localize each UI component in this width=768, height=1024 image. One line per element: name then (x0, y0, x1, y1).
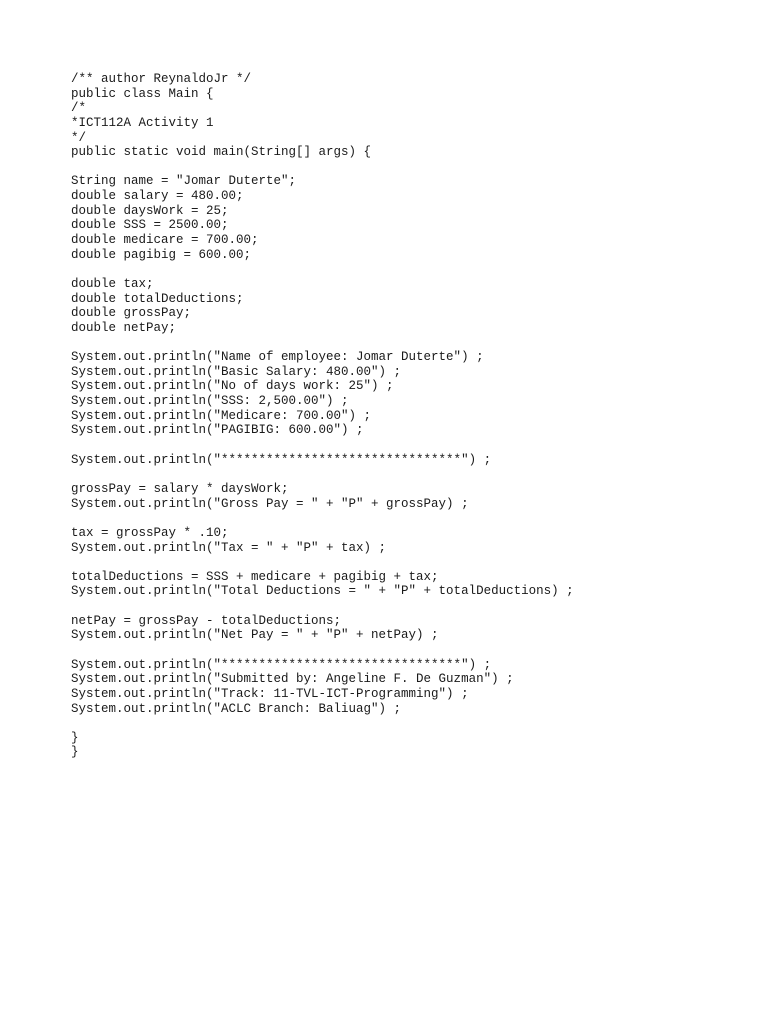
code-line (71, 160, 574, 175)
code-line: System.out.println("Medicare: 700.00") ; (71, 408, 372, 423)
code-line: tax = grossPay * .10; (71, 525, 229, 540)
code-line: double daysWork = 25; (71, 203, 229, 218)
code-line (71, 262, 574, 277)
code-line (71, 511, 574, 526)
code-line: System.out.println("Net Pay = " + "P" + netPay) ; (71, 628, 439, 643)
code-line: double medicare = 700.00; (71, 233, 259, 248)
code-line: System.out.println("Gross Pay = " + "P" + grossPay) ; (71, 496, 469, 511)
code-line: String name = "Jomar Duterte"; (71, 174, 297, 189)
code-line: public class Main { (71, 86, 214, 101)
code-line (71, 643, 574, 658)
code-line: System.out.println("ACLC Branch: Baliuag") ; (71, 701, 402, 716)
code-line: System.out.println("Name of employee: Jomar Duterte") ; (71, 350, 484, 365)
code-line: double salary = 480.00; (71, 189, 244, 204)
code-line: System.out.println("Submitted by: Angeline F. De Guzman") ; (71, 672, 514, 687)
code-line: } (71, 745, 79, 760)
code-line: double pagibig = 600.00; (71, 247, 252, 262)
code-line: System.out.println("Tax = " + "P" + tax) ; (71, 540, 387, 555)
code-line (71, 336, 574, 351)
code-line (71, 599, 574, 614)
code-line: System.out.println("********************************") ; (71, 657, 492, 672)
code-line: /** author ReynaldoJr */ (71, 72, 252, 86)
code-line: System.out.println("********************************") ; (71, 452, 492, 467)
code-line: System.out.println("Track: 11-TVL-ICT-Programming") ; (71, 686, 469, 701)
code-line: System.out.println("SSS: 2,500.00") ; (71, 394, 349, 409)
code-line (71, 438, 574, 453)
code-line: System.out.println("Basic Salary: 480.00") ; (71, 364, 402, 379)
code-line: netPay = grossPay - totalDeductions; (71, 613, 342, 628)
code-line: double tax; (71, 276, 154, 291)
code-line: *ICT112A Activity 1 (71, 115, 214, 130)
code-line: public static void main(String[] args) { (71, 145, 372, 160)
code-line: totalDeductions = SSS + medicare + pagibig + tax; (71, 569, 439, 584)
code-line: double netPay; (71, 320, 177, 335)
code-line (71, 716, 574, 731)
code-line: */ (71, 130, 87, 145)
code-line: System.out.println("Total Deductions = " + "P" + totalDeductions) ; (71, 584, 574, 599)
code-line: double totalDeductions; (71, 291, 244, 306)
code-line: System.out.println("No of days work: 25") ; (71, 379, 394, 394)
code-line: } (71, 730, 79, 745)
code-line: /* (71, 101, 87, 116)
code-line: double SSS = 2500.00; (71, 218, 229, 233)
code-line: grossPay = salary * daysWork; (71, 481, 289, 496)
code-block (71, 72, 574, 760)
code-line (71, 467, 574, 482)
code-line: double grossPay; (71, 306, 192, 321)
code-line: System.out.println("PAGIBIG: 600.00") ; (71, 423, 364, 438)
code-line (71, 555, 574, 570)
